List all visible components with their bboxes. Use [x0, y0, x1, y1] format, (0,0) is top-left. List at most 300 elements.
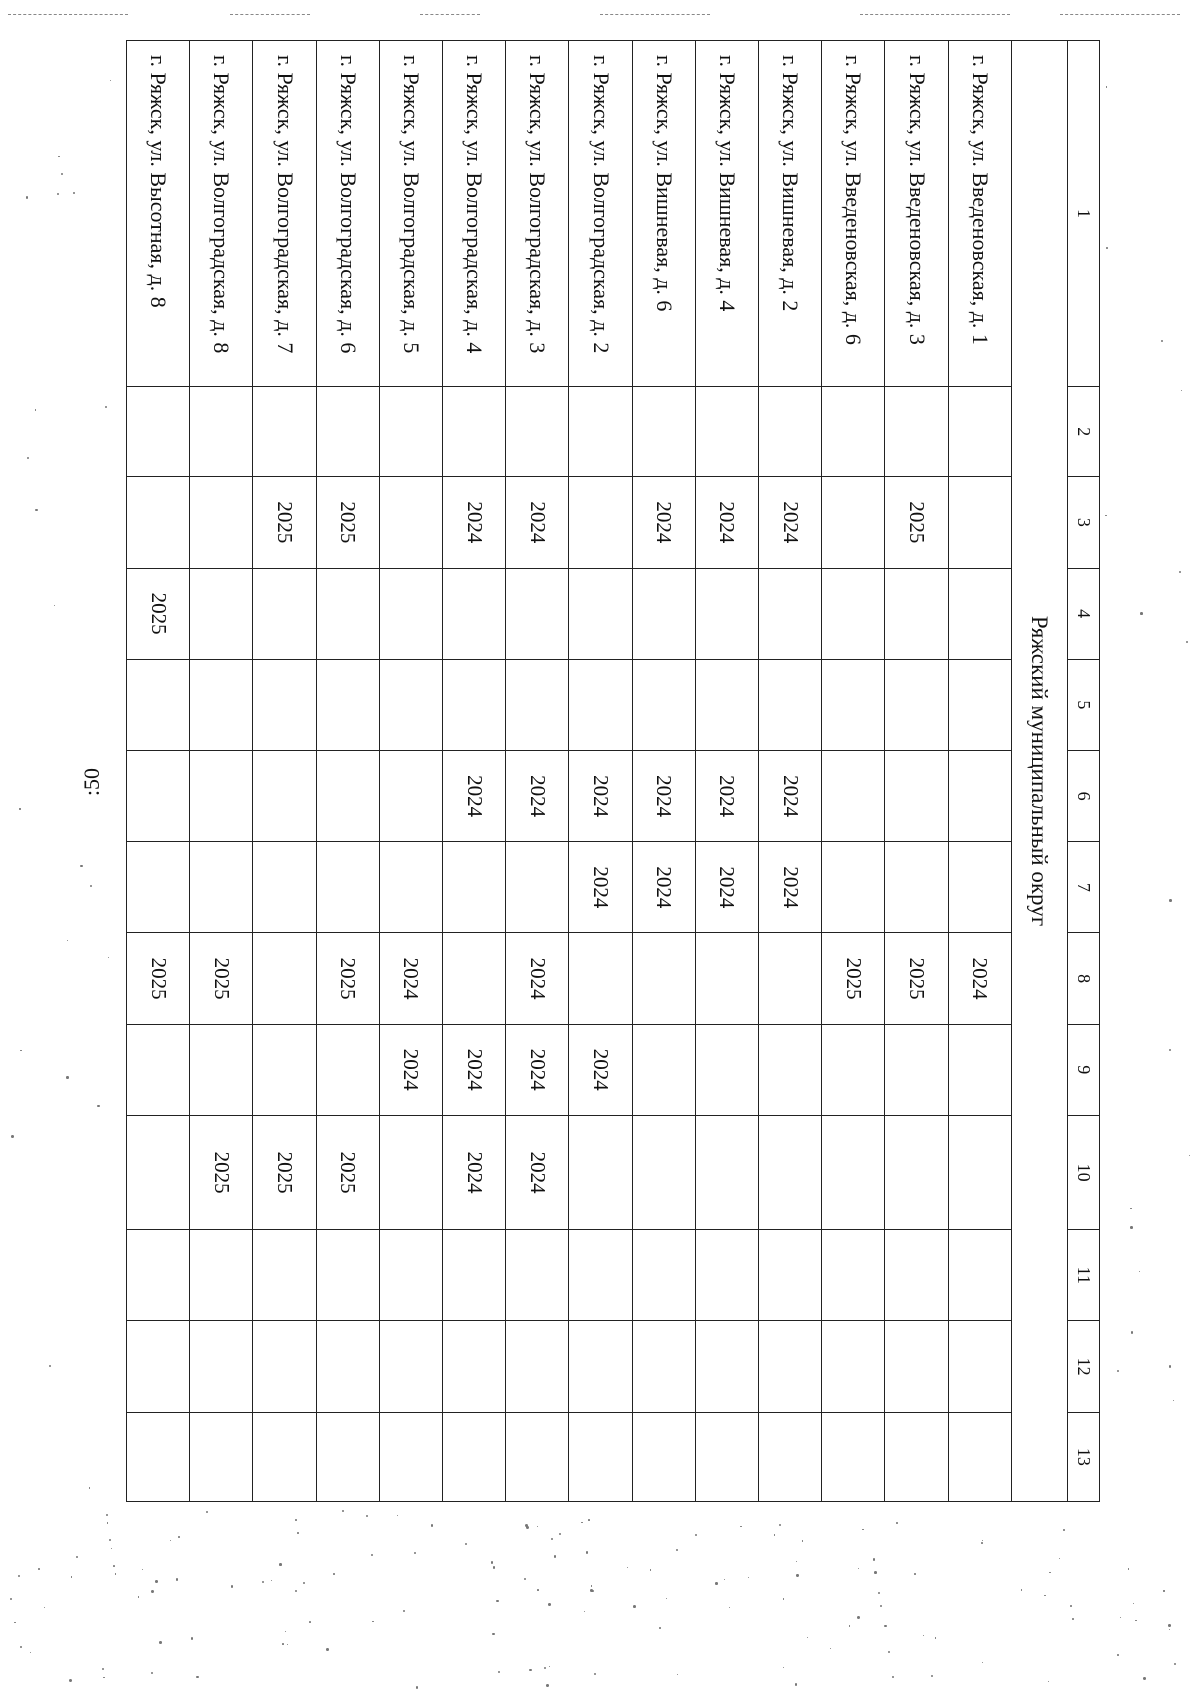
year-cell: [443, 1412, 506, 1501]
scan-speck: [914, 1573, 916, 1575]
year-cell: [758, 568, 821, 659]
column-number-header: 1: [1067, 41, 1099, 387]
year-cell: [885, 1412, 948, 1501]
scan-speck: [196, 1676, 198, 1678]
scan-edge-mark: [600, 14, 710, 15]
scan-speck: [1181, 390, 1182, 391]
scan-speck: [102, 1668, 104, 1670]
scan-speck: [1169, 899, 1172, 902]
scan-speck: [271, 1580, 272, 1581]
year-cell: [253, 659, 316, 750]
scan-speck: [303, 1582, 305, 1584]
year-cell: [695, 1115, 758, 1229]
year-cell: [316, 750, 379, 841]
year-cell: [695, 933, 758, 1024]
scan-speck: [524, 1578, 526, 1580]
address-cell: г. Ряжск, ул. Волгоградская, д. 8: [190, 41, 253, 387]
scan-speck: [1049, 1572, 1050, 1573]
year-cell: [885, 842, 948, 933]
scan-speck: [113, 1565, 115, 1567]
scan-speck: [109, 1539, 111, 1541]
year-cell: [316, 1321, 379, 1412]
scan-speck: [11, 1135, 14, 1138]
scan-speck: [491, 1561, 494, 1564]
year-cell: 2025: [253, 1115, 316, 1229]
year-cell: [632, 1115, 695, 1229]
year-cell: [885, 568, 948, 659]
scan-speck: [729, 1607, 730, 1608]
scan-speck: [295, 1590, 297, 1592]
scan-speck: [38, 1568, 40, 1570]
scan-speck: [857, 1616, 860, 1619]
scan-speck: [90, 885, 92, 887]
scan-speck: [676, 1549, 678, 1551]
scan-speck: [1106, 86, 1107, 87]
year-cell: 2024: [569, 1024, 632, 1115]
scan-speck: [159, 1641, 162, 1644]
column-number-header: 3: [1067, 477, 1099, 568]
year-cell: [190, 659, 253, 750]
year-cell: [190, 1024, 253, 1115]
year-cell: 2024: [506, 1115, 569, 1229]
scan-speck: [106, 1514, 108, 1516]
scan-edge-mark: [8, 14, 128, 15]
scan-speck: [982, 1662, 983, 1663]
address-cell: г. Ряжск, ул. Вишневая, д. 2: [758, 41, 821, 387]
year-cell: [885, 659, 948, 750]
scan-speck: [1169, 1049, 1171, 1051]
scan-speck: [1048, 1681, 1050, 1683]
scan-speck: [1139, 1271, 1140, 1272]
year-cell: 2025: [253, 477, 316, 568]
scan-speck: [89, 1487, 90, 1488]
address-cell: г. Ряжск, ул. Вишневая, д. 4: [695, 41, 758, 387]
year-cell: [443, 1230, 506, 1321]
scan-speck: [873, 1558, 876, 1561]
scan-speck: [529, 1669, 531, 1671]
year-cell: [569, 387, 632, 477]
scan-speck: [44, 1607, 46, 1609]
year-cell: [379, 1230, 442, 1321]
scan-speck: [1063, 1529, 1065, 1531]
year-cell: 2024: [695, 750, 758, 841]
year-cell: 2024: [758, 842, 821, 933]
year-cell: [127, 1024, 190, 1115]
scan-speck: [935, 1637, 937, 1639]
scan-speck: [73, 192, 75, 194]
scan-speck: [20, 1646, 22, 1648]
year-cell: 2024: [695, 842, 758, 933]
table-row: [127, 41, 190, 1502]
scan-speck: [1135, 1620, 1137, 1622]
table-body: [127, 41, 1100, 1502]
scan-speck: [627, 1567, 628, 1568]
scan-speck: [526, 1526, 529, 1529]
scan-speck: [498, 1671, 500, 1673]
year-cell: [316, 842, 379, 933]
year-cell: [885, 387, 948, 477]
year-cell: [443, 933, 506, 1024]
year-cell: [379, 387, 442, 477]
year-cell: 2025: [316, 933, 379, 1024]
year-cell: [695, 387, 758, 477]
scan-speck: [191, 1637, 193, 1639]
year-cell: [885, 1024, 948, 1115]
year-cell: 2024: [758, 477, 821, 568]
scan-speck: [1179, 571, 1181, 573]
scan-speck: [295, 1519, 297, 1521]
year-cell: [758, 1412, 821, 1501]
year-cell: [379, 477, 442, 568]
scan-speck: [695, 1534, 697, 1536]
year-cell: [316, 387, 379, 477]
table-row: [443, 41, 506, 1502]
year-cell: [443, 1321, 506, 1412]
scan-speck: [1128, 1568, 1130, 1570]
address-cell: г. Ряжск, ул. Высотная, д. 8: [127, 41, 190, 387]
year-cell: [632, 1230, 695, 1321]
year-cell: [506, 568, 569, 659]
year-cell: [632, 1412, 695, 1501]
year-cell: [379, 568, 442, 659]
scan-speck: [724, 1579, 725, 1580]
scan-speck: [103, 1677, 104, 1678]
scan-speck: [1169, 1365, 1171, 1367]
scan-speck: [807, 1637, 808, 1638]
scan-speck: [1133, 1603, 1134, 1604]
scan-speck: [1059, 1558, 1060, 1559]
scan-speck: [35, 409, 36, 410]
year-cell: 2024: [379, 933, 442, 1024]
scan-speck: [27, 457, 29, 459]
scan-speck: [874, 1571, 877, 1574]
year-cell: [822, 1412, 885, 1501]
scan-speck: [49, 1365, 51, 1367]
year-cell: [190, 1230, 253, 1321]
column-number-header: 2: [1067, 387, 1099, 477]
scan-speck: [1070, 1605, 1072, 1607]
scan-speck: [783, 1667, 784, 1668]
year-cell: [190, 842, 253, 933]
scan-speck: [20, 1050, 21, 1051]
year-cell: [569, 933, 632, 1024]
scan-speck: [591, 1585, 592, 1586]
scan-speck: [740, 1526, 742, 1528]
column-number-header: 7: [1067, 842, 1099, 933]
year-cell: [948, 659, 1011, 750]
year-cell: [506, 1412, 569, 1501]
scan-speck: [105, 406, 107, 408]
year-cell: [569, 1115, 632, 1229]
year-cell: [885, 1230, 948, 1321]
scan-speck: [58, 156, 59, 157]
scan-speck: [97, 1105, 99, 1107]
scan-speck: [544, 1667, 546, 1669]
year-cell: [948, 1321, 1011, 1412]
scan-speck: [1106, 247, 1108, 249]
address-cell: г. Ряжск, ул. Введеновская, д. 1: [948, 41, 1011, 387]
address-cell: г. Ряжск, ул. Волгоградская, д. 7: [253, 41, 316, 387]
scan-speck: [14, 1622, 15, 1623]
address-cell: г. Ряжск, ул. Волгоградская, д. 5: [379, 41, 442, 387]
scan-speck: [18, 1575, 20, 1577]
scan-speck: [783, 1598, 784, 1599]
scan-speck: [279, 1563, 282, 1566]
year-cell: [569, 1412, 632, 1501]
year-cell: [443, 387, 506, 477]
year-cell: [948, 387, 1011, 477]
address-cell: г. Ряжск, ул. Введеновская, д. 6: [822, 41, 885, 387]
scan-speck: [878, 1592, 880, 1594]
scan-speck: [525, 1524, 528, 1527]
address-cell: г. Ряжск, ул. Введеновская, д. 3: [885, 41, 948, 387]
column-number-header: 4: [1067, 568, 1099, 659]
year-cell: [253, 933, 316, 1024]
year-cell: 2025: [190, 1115, 253, 1229]
scan-speck: [862, 1529, 864, 1531]
year-cell: 2024: [506, 750, 569, 841]
scan-speck: [297, 1532, 299, 1534]
scan-speck: [66, 1076, 68, 1078]
scan-speck: [155, 1580, 158, 1583]
year-cell: [695, 1321, 758, 1412]
year-cell: [569, 568, 632, 659]
scan-speck: [1130, 1226, 1133, 1229]
schedule-table: [126, 40, 1100, 1502]
scan-speck: [554, 1555, 557, 1558]
scan-speck: [26, 196, 28, 198]
scan-speck: [10, 1598, 12, 1600]
scan-speck: [594, 1673, 596, 1675]
year-cell: [190, 387, 253, 477]
scan-speck: [677, 1674, 678, 1675]
year-cell: 2024: [443, 1024, 506, 1115]
year-cell: [569, 1321, 632, 1412]
year-cell: [253, 387, 316, 477]
year-cell: [506, 1321, 569, 1412]
scan-speck: [371, 1554, 373, 1556]
year-cell: [632, 1024, 695, 1115]
scan-speck: [796, 1574, 798, 1576]
year-cell: [443, 568, 506, 659]
scan-speck: [1072, 1618, 1074, 1620]
year-cell: [632, 387, 695, 477]
column-number-header: 5: [1067, 659, 1099, 750]
year-cell: [379, 842, 442, 933]
year-cell: 2025: [885, 933, 948, 1024]
scan-speck: [326, 1648, 329, 1651]
year-cell: 2024: [632, 842, 695, 933]
year-cell: [948, 1230, 1011, 1321]
year-cell: [316, 659, 379, 750]
year-cell: [506, 1230, 569, 1321]
scan-speck: [76, 1556, 78, 1558]
scan-speck: [342, 1510, 344, 1512]
year-cell: [758, 1024, 821, 1115]
year-cell: [695, 659, 758, 750]
scan-speck: [57, 193, 59, 195]
year-cell: [822, 750, 885, 841]
scan-speck: [80, 865, 83, 868]
year-cell: [758, 933, 821, 1024]
scan-speck: [151, 1672, 153, 1674]
scan-speck: [30, 1652, 32, 1654]
year-cell: [506, 842, 569, 933]
scan-speck: [54, 605, 55, 606]
scan-speck: [858, 1568, 859, 1569]
scan-speck: [397, 1515, 398, 1516]
year-cell: [127, 659, 190, 750]
scan-speck: [1130, 1208, 1132, 1210]
year-cell: [506, 659, 569, 750]
year-cell: [569, 1230, 632, 1321]
scan-edge-mark: [420, 14, 480, 15]
year-cell: [695, 568, 758, 659]
year-cell: [758, 387, 821, 477]
year-cell: [127, 1230, 190, 1321]
scan-speck: [206, 1511, 209, 1514]
year-cell: [758, 1115, 821, 1229]
scan-speck: [431, 1524, 434, 1527]
column-number-header: 6: [1067, 750, 1099, 841]
year-cell: [127, 1115, 190, 1229]
scan-speck: [1021, 1589, 1022, 1590]
scan-speck: [1174, 1663, 1177, 1666]
address-cell: г. Ряжск, ул. Волгоградская, д. 4: [443, 41, 506, 387]
scan-speck: [61, 173, 63, 175]
column-number-header: 8: [1067, 933, 1099, 1024]
year-cell: [127, 387, 190, 477]
scan-speck: [372, 1621, 373, 1622]
year-cell: 2024: [569, 750, 632, 841]
year-cell: [822, 1321, 885, 1412]
scan-speck: [496, 1600, 498, 1602]
scan-speck: [537, 1589, 539, 1591]
year-cell: [695, 1024, 758, 1115]
scan-speck: [465, 1543, 467, 1545]
scan-speck: [151, 1590, 154, 1593]
table-row: [822, 41, 885, 1502]
scan-speck: [802, 1540, 803, 1541]
header-row: [1067, 41, 1099, 1502]
year-cell: 2025: [885, 477, 948, 568]
year-cell: [885, 750, 948, 841]
table-row: [316, 41, 379, 1502]
table-row: [695, 41, 758, 1502]
scan-edge-mark: [1060, 14, 1180, 15]
year-cell: [127, 842, 190, 933]
column-number-header: 13: [1067, 1412, 1099, 1501]
year-cell: [190, 1321, 253, 1412]
year-cell: [506, 387, 569, 477]
scan-speck: [1189, 1155, 1190, 1156]
scan-speck: [309, 1621, 311, 1623]
scan-speck: [282, 1643, 284, 1645]
scan-speck: [285, 1631, 286, 1632]
year-cell: [127, 477, 190, 568]
scan-speck: [586, 1551, 588, 1553]
scan-speck: [795, 1683, 798, 1686]
year-cell: [569, 659, 632, 750]
scan-speck: [1161, 340, 1164, 343]
scan-speck: [35, 509, 38, 512]
scan-speck: [1120, 1617, 1121, 1618]
year-cell: [632, 933, 695, 1024]
year-cell: [758, 1230, 821, 1321]
table-row: [506, 41, 569, 1502]
year-cell: [379, 1321, 442, 1412]
year-cell: [253, 1230, 316, 1321]
table-row: [379, 41, 442, 1502]
year-cell: [316, 1412, 379, 1501]
year-cell: [695, 1230, 758, 1321]
year-cell: 2024: [758, 750, 821, 841]
year-cell: [253, 1412, 316, 1501]
schedule-table-area: [126, 40, 1100, 1502]
year-cell: [379, 750, 442, 841]
scan-speck: [779, 1524, 781, 1526]
scan-speck: [981, 1542, 983, 1544]
year-cell: [758, 1321, 821, 1412]
year-cell: [190, 568, 253, 659]
scan-speck: [176, 1578, 179, 1581]
scan-speck: [1168, 1624, 1171, 1627]
table-row: [885, 41, 948, 1502]
scan-speck: [1131, 1331, 1133, 1333]
year-cell: [822, 842, 885, 933]
year-cell: 2025: [190, 933, 253, 1024]
year-cell: [822, 568, 885, 659]
year-cell: [569, 477, 632, 568]
year-cell: [253, 750, 316, 841]
year-cell: 2024: [443, 1115, 506, 1229]
address-cell: г. Ряжск, ул. Волгоградская, д. 3: [506, 41, 569, 387]
year-cell: [253, 1321, 316, 1412]
table-row: [758, 41, 821, 1502]
scan-speck: [591, 1590, 593, 1592]
scan-speck: [108, 957, 109, 958]
scan-speck: [1117, 1654, 1119, 1656]
scan-speck: [71, 1576, 73, 1578]
scan-speck: [666, 1598, 667, 1599]
table-row: [253, 41, 316, 1502]
year-cell: [822, 387, 885, 477]
year-cell: [822, 1230, 885, 1321]
scan-speck: [414, 1552, 416, 1554]
scan-speck: [366, 1515, 368, 1517]
scan-edge-mark: [860, 14, 1010, 15]
scan-speck: [231, 1585, 233, 1587]
scan-speck: [581, 1522, 583, 1524]
year-cell: 2024: [506, 477, 569, 568]
scan-speck: [1140, 612, 1143, 615]
year-cell: 2024: [632, 477, 695, 568]
year-cell: [632, 568, 695, 659]
year-cell: [822, 1115, 885, 1229]
scan-speck: [115, 1573, 116, 1574]
scan-speck: [1143, 1677, 1146, 1680]
year-cell: [948, 750, 1011, 841]
year-cell: [632, 659, 695, 750]
year-cell: [190, 750, 253, 841]
scan-speck: [170, 1540, 171, 1541]
year-cell: [443, 659, 506, 750]
year-cell: [443, 842, 506, 933]
scan-speck: [1186, 641, 1188, 643]
year-cell: 2024: [506, 933, 569, 1024]
scan-speck: [588, 1519, 590, 1521]
year-cell: [127, 750, 190, 841]
